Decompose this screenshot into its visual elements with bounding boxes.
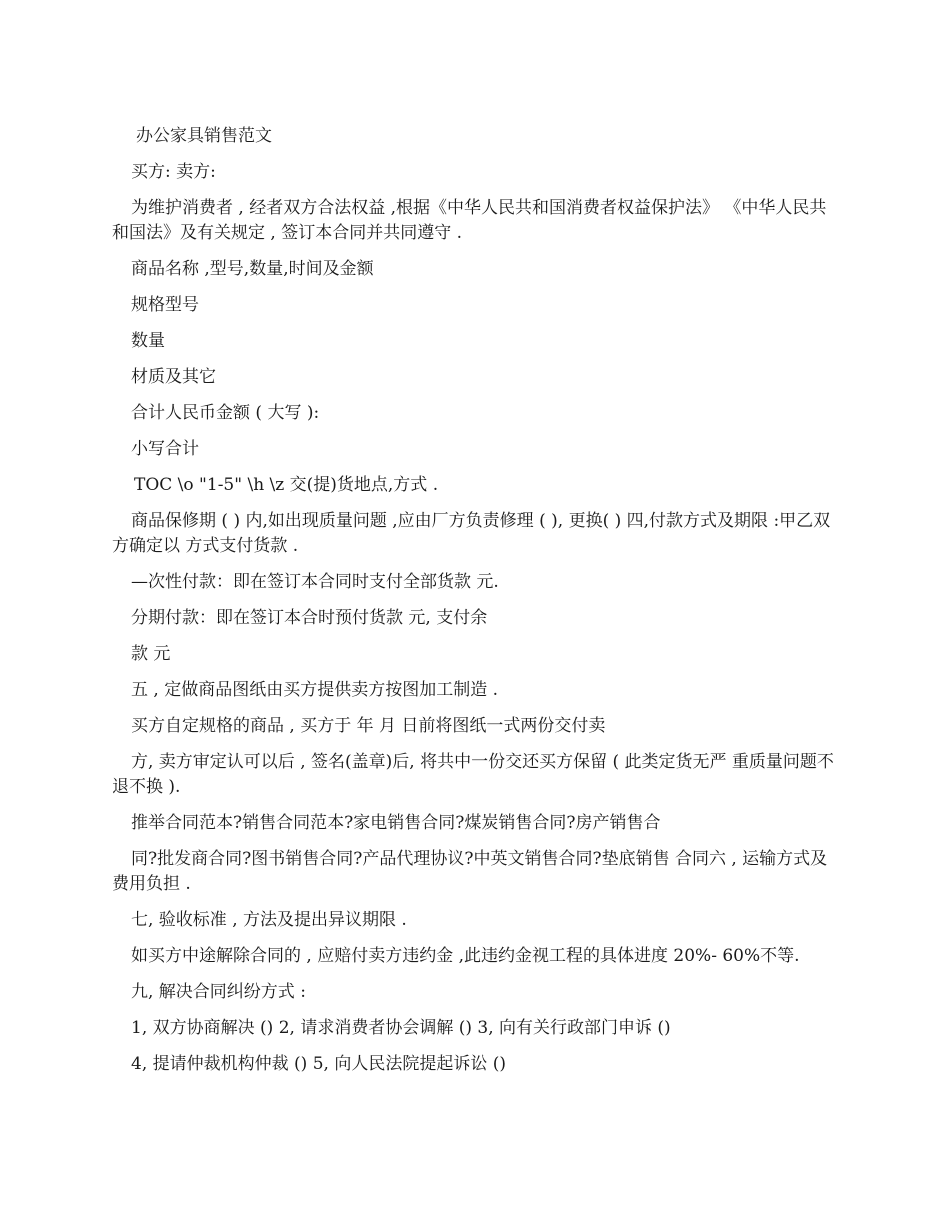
spec-model-line: 规格型号: [131, 295, 199, 315]
custom-spec-line: 买方自定规格的商品 , 买方于 年 月 日前将图纸一式两份交付卖: [131, 716, 606, 736]
document-body: [112, 124, 838, 1088]
recommended-templates-line: 推举合同范本?销售合同范本?家电销售合同?煤炭销售合同?房产销售合: [131, 813, 661, 833]
section-nine-heading: 九, 解决合同纠纷方式 :: [131, 982, 306, 1002]
section-five-heading: 五 , 定做商品图纸由买方提供卖方按图加工制造 .: [131, 680, 499, 700]
total-lowercase-line: 小写合计: [131, 439, 199, 459]
breach-penalty-paragraph: 如买方中途解除合同的 , 应赔付卖方违约金 ,此违约金视工程的具体进度 20%- 60%不等.: [131, 946, 800, 966]
quantity-line: 数量: [131, 331, 165, 351]
material-line: 材质及其它: [131, 367, 216, 387]
total-uppercase-line: 合计人民币金额 ( 大写 ):: [131, 403, 320, 423]
section-goods-heading: 商品名称 ,型号,数量,时间及金额: [131, 259, 374, 279]
section-seven-heading: 七, 验收标准 , 方法及提出异议期限 .: [131, 910, 407, 930]
parties-line: 买方: 卖方:: [131, 162, 216, 182]
seller-approval-paragraph: 方, 卖方审定认可以后 , 签名(盖章)后, 将共中一份交还买方保留 ( 此类定货无严 重质量问题不退不换 ).: [112, 752, 834, 797]
warranty-payment-paragraph: 商品保修期 ( ) 内,如出现质量问题 ,应由厂方负责修理 ( ), 更换( ) 四,付款方式及期限 :甲乙双方确定以 方式支付货款 .: [112, 511, 831, 556]
document-title: 办公家具销售范文: [136, 126, 272, 146]
templates-continuation-paragraph: 同?批发商合同?图书销售合同?产品代理协议?中英文销售合同?垫底销售 合同六 , 运输方式及费用负担 .: [112, 849, 828, 894]
installment-payment-line: 分期付款：即在签订本合时预付货款 元, 支付余: [131, 608, 488, 628]
dispute-options-line-1: 1, 双方协商解决 () 2, 请求消费者协会调解 () 3, 向有关行政部门申诉 (): [131, 1018, 671, 1038]
installment-remainder-line: 款 元: [131, 644, 171, 664]
lump-sum-payment-line: —次性付款：即在签订本合同时支付全部货款 元.: [131, 572, 499, 592]
delivery-location-line: TOC \o "1-5" \h \z 交(提)货地点,方式 .: [134, 475, 439, 495]
preamble-paragraph: 为维护消费者 , 经者双方合法权益 ,根据《中华人民共和国消费者权益保护法》 《中华人民共和国法》及有关规定 , 签订本合同并共同遵守 .: [112, 198, 827, 243]
dispute-options-line-2: 4, 提请仲裁机构仲裁 () 5, 向人民法院提起诉讼 (): [131, 1054, 506, 1074]
